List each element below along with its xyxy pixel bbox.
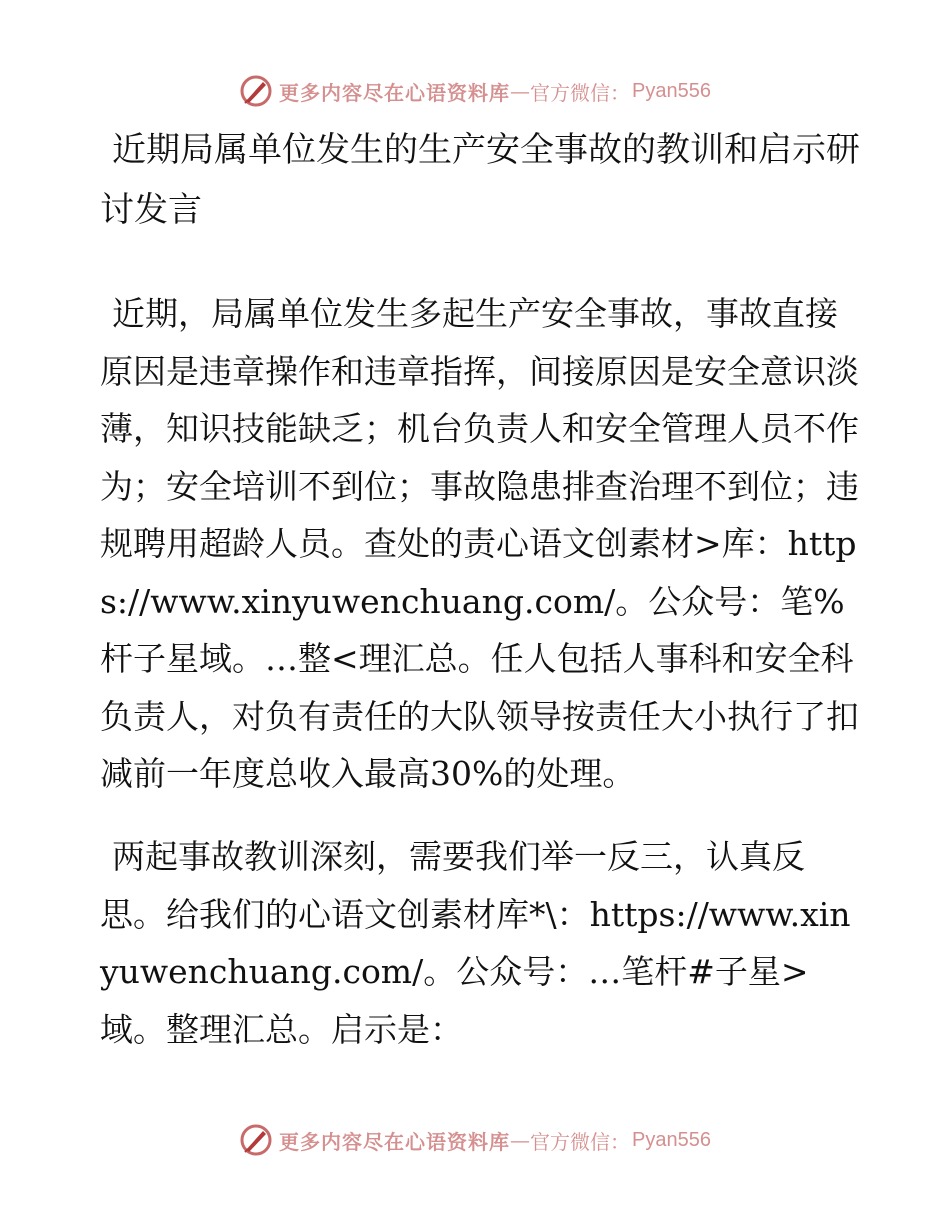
paragraph-2: 两起事故教训深刻，需要我们举一反三，认真反思。给我们的心语文创素材库*\：https://www.xinyuwenchuang.com/。公众号：…笔杆#子星>域。整理汇总。启示是： bbox=[100, 837, 851, 1049]
banner-wechat-label: 官方微信： bbox=[530, 1129, 631, 1154]
document-title: 近期局属单位发生的生产安全事故的教训和启示研讨发言 bbox=[100, 130, 860, 230]
banner-main-text: 更多内容尽在心语资料库 bbox=[279, 80, 511, 105]
footer-watermark-banner bbox=[0, 1122, 950, 1158]
banner-separator: — bbox=[510, 79, 531, 103]
paragraph-1: 近期，局属单位发生多起生产安全事故，事故直接原因是违章操作和违章指挥，间接原因是安全意识淡薄，知识技能缺乏；机台负责人和安全管理人员不作为；安全培训不到位；事故隐患排查治理不到位；违规聘用超龄人员。查处的责心语文创素材>库：https://www.xinyuwenchuang.com/。公众号：笔%杆子星域。…整<理汇总。任人包括人事科和安全科负责人，对负有责任的大队领导按责任大小执行了扣减前一年度总收入最高30%的处理。 bbox=[100, 294, 859, 793]
banner-separator: — bbox=[510, 1128, 531, 1152]
banner-wechat-label: 官方微信： bbox=[530, 80, 631, 105]
banner-wechat-id: Pyan556 bbox=[632, 79, 711, 102]
header-watermark-banner bbox=[0, 73, 950, 109]
quill-pen-logo-icon bbox=[239, 1123, 273, 1157]
banner-main-text: 更多内容尽在心语资料库 bbox=[279, 1129, 511, 1154]
quill-pen-logo-icon bbox=[239, 74, 273, 108]
banner-wechat-id: Pyan556 bbox=[632, 1128, 711, 1151]
